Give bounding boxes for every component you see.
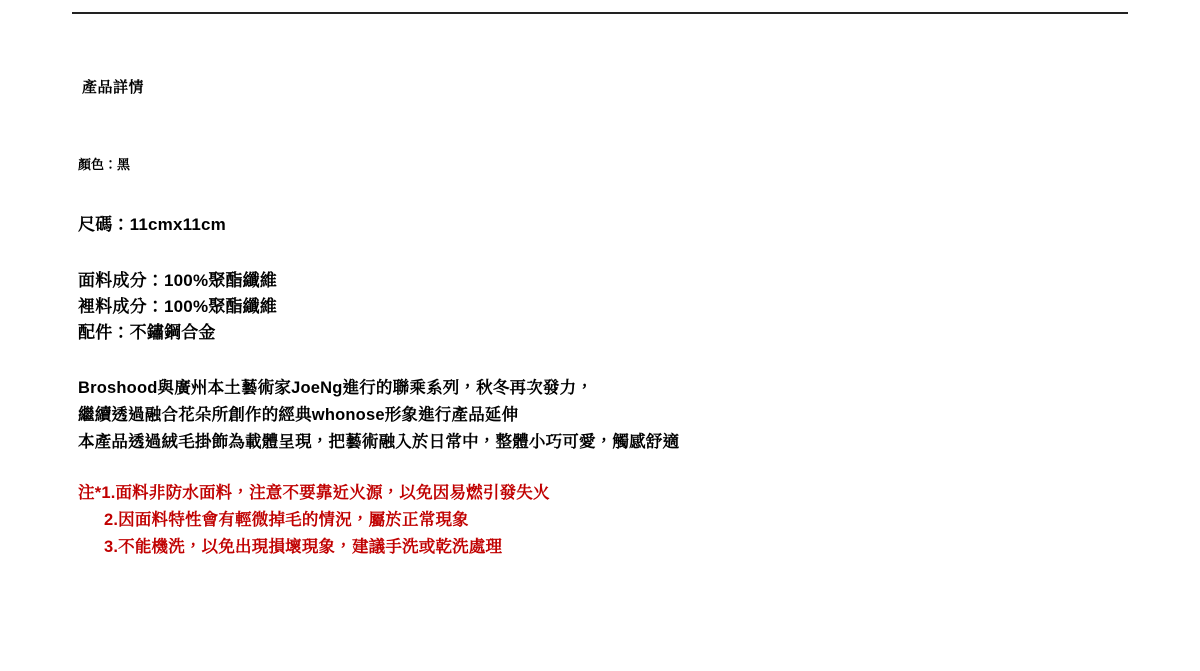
- product-size-line: 尺碼：11cmx11cm: [78, 215, 226, 234]
- warning-line-3: 3.不能機洗，以免出現損壞現象，建議手洗或乾洗處理: [104, 538, 503, 556]
- description-line-1: Broshood與廣州本土藝術家JoeNg進行的聯乘系列，秋冬再次發力，: [78, 379, 594, 397]
- spec-lining-composition: 裡料成分：100%聚酯纖維: [78, 297, 278, 316]
- spacer: [78, 98, 1138, 156]
- document-content: [78, 78, 1138, 561]
- spec-fabric-composition: 面料成分：100%聚酯纖維: [78, 271, 278, 290]
- spacer: [78, 238, 1138, 268]
- spacer: [78, 174, 1138, 212]
- warning-line-1: 注*1.面料非防水面料，注意不要靠近火源，以免因易燃引發失火: [78, 484, 550, 502]
- product-color-line: 顏色：黑: [78, 157, 131, 172]
- description-line-3: 本產品透過絨毛掛飾為載體呈現，把藝術融入於日常中，整體小巧可愛，觸感舒適: [78, 433, 680, 451]
- spacer: [78, 346, 1138, 375]
- horizontal-divider: [72, 12, 1128, 14]
- spec-hardware: 配件：不鏽鋼合金: [78, 323, 216, 342]
- description-line-2: 繼續透過融合花朵所創作的經典whonose形象進行產品延伸: [78, 406, 519, 424]
- page-title: 產品詳情: [82, 79, 145, 96]
- warning-line-2: 2.因面料特性會有輕微掉毛的情況，屬於正常現象: [104, 511, 469, 529]
- spacer: [78, 456, 1138, 480]
